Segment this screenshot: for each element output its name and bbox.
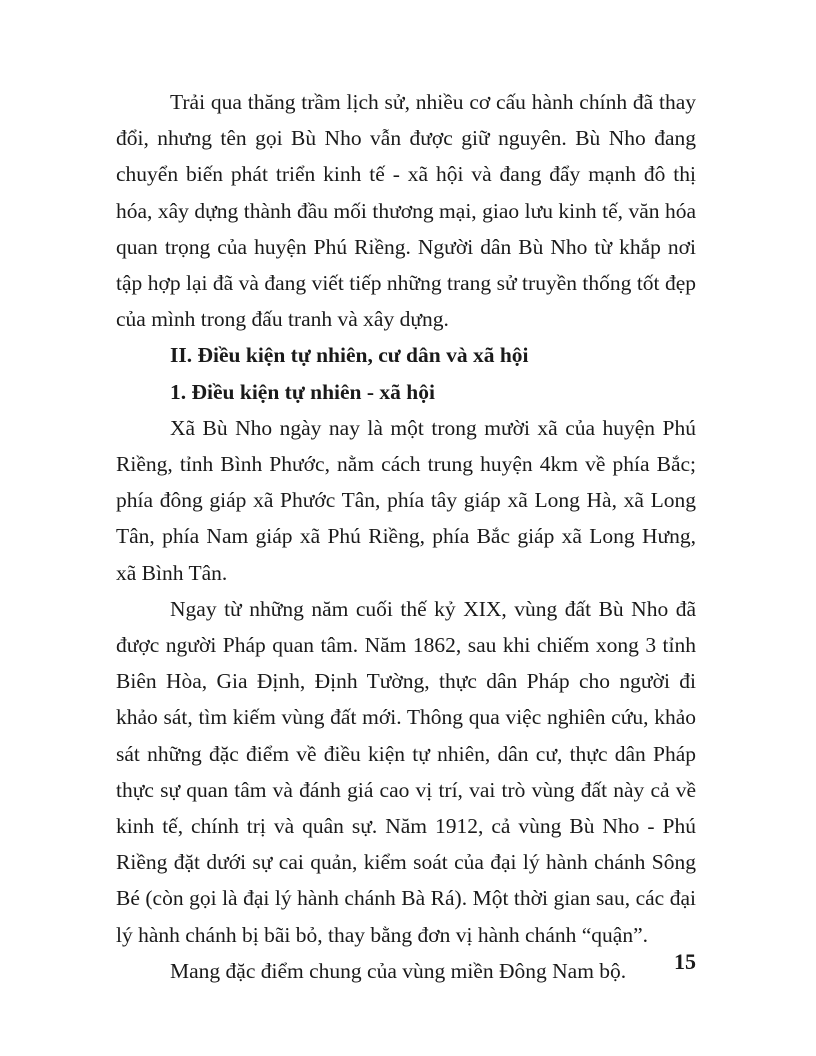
paragraph-regional-characteristics: Mang đặc điểm chung của vùng miền Đông Nam bộ. [170, 958, 627, 983]
subsection-heading: 1. Điều kiện tự nhiên - xã hội [170, 379, 435, 404]
section-heading: II. Điều kiện tự nhiên, cư dân và xã hội [170, 343, 529, 368]
paragraph-location: Xã Bù Nho ngày nay là một trong mười xã của huyện Phú Riềng, tỉnh Bình Phước, nằm cách trung huyện 4km về phía Bắc; phía đông giáp xã Phước Tân, phía tây giáp xã Long Hà, xã Long Tân, phía Nam giáp xã Phú Riềng, phía Bắc giáp xã Long Hưng, xã Bình Tân. [116, 415, 696, 585]
paragraph-history-summary: Trải qua thăng trầm lịch sử, nhiều cơ cấu hành chính đã thay đổi, nhưng tên gọi Bù Nho vẫn được giữ nguyên. Bù Nho đang chuyển biến phát triển kinh tế - xã hội và đang đẩy mạnh đô thị hóa, xây dựng thành đầu mối thương mại, giao lưu kinh tế, văn hóa quan trọng của huyện Phú Riềng. Người dân Bù Nho từ khắp nơi tập hợp lại đã và đang viết tiếp những trang sử truyền thống tốt đẹp của mình trong đấu tranh và xây dựng. [116, 90, 696, 332]
page-body [116, 84, 696, 989]
page-number: 15 [674, 949, 696, 974]
paragraph-colonial-history: Ngay từ những năm cuối thế kỷ XIX, vùng đất Bù Nho đã được người Pháp quan tâm. Năm 1862, sau khi chiếm xong 3 tỉnh Biên Hòa, Gia Định, Định Tường, thực dân Pháp cho người đi khảo sát, tìm kiếm vùng đất mới. Thông qua việc nghiên cứu, khảo sát những đặc điểm về điều kiện tự nhiên, dân cư, thực dân Pháp thực sự quan tâm và đánh giá cao vị trí, vai trò vùng đất này cả về kinh tế, chính trị và quân sự. Năm 1912, cả vùng Bù Nho - Phú Riềng đặt dưới sự cai quản, kiểm soát của đại lý hành chánh Sông Bé (còn gọi là đại lý hành chánh Bà Rá). Một thời gian sau, các đại lý hành chánh bị bãi bỏ, thay bằng đơn vị hành chánh “quận”. [116, 596, 696, 947]
